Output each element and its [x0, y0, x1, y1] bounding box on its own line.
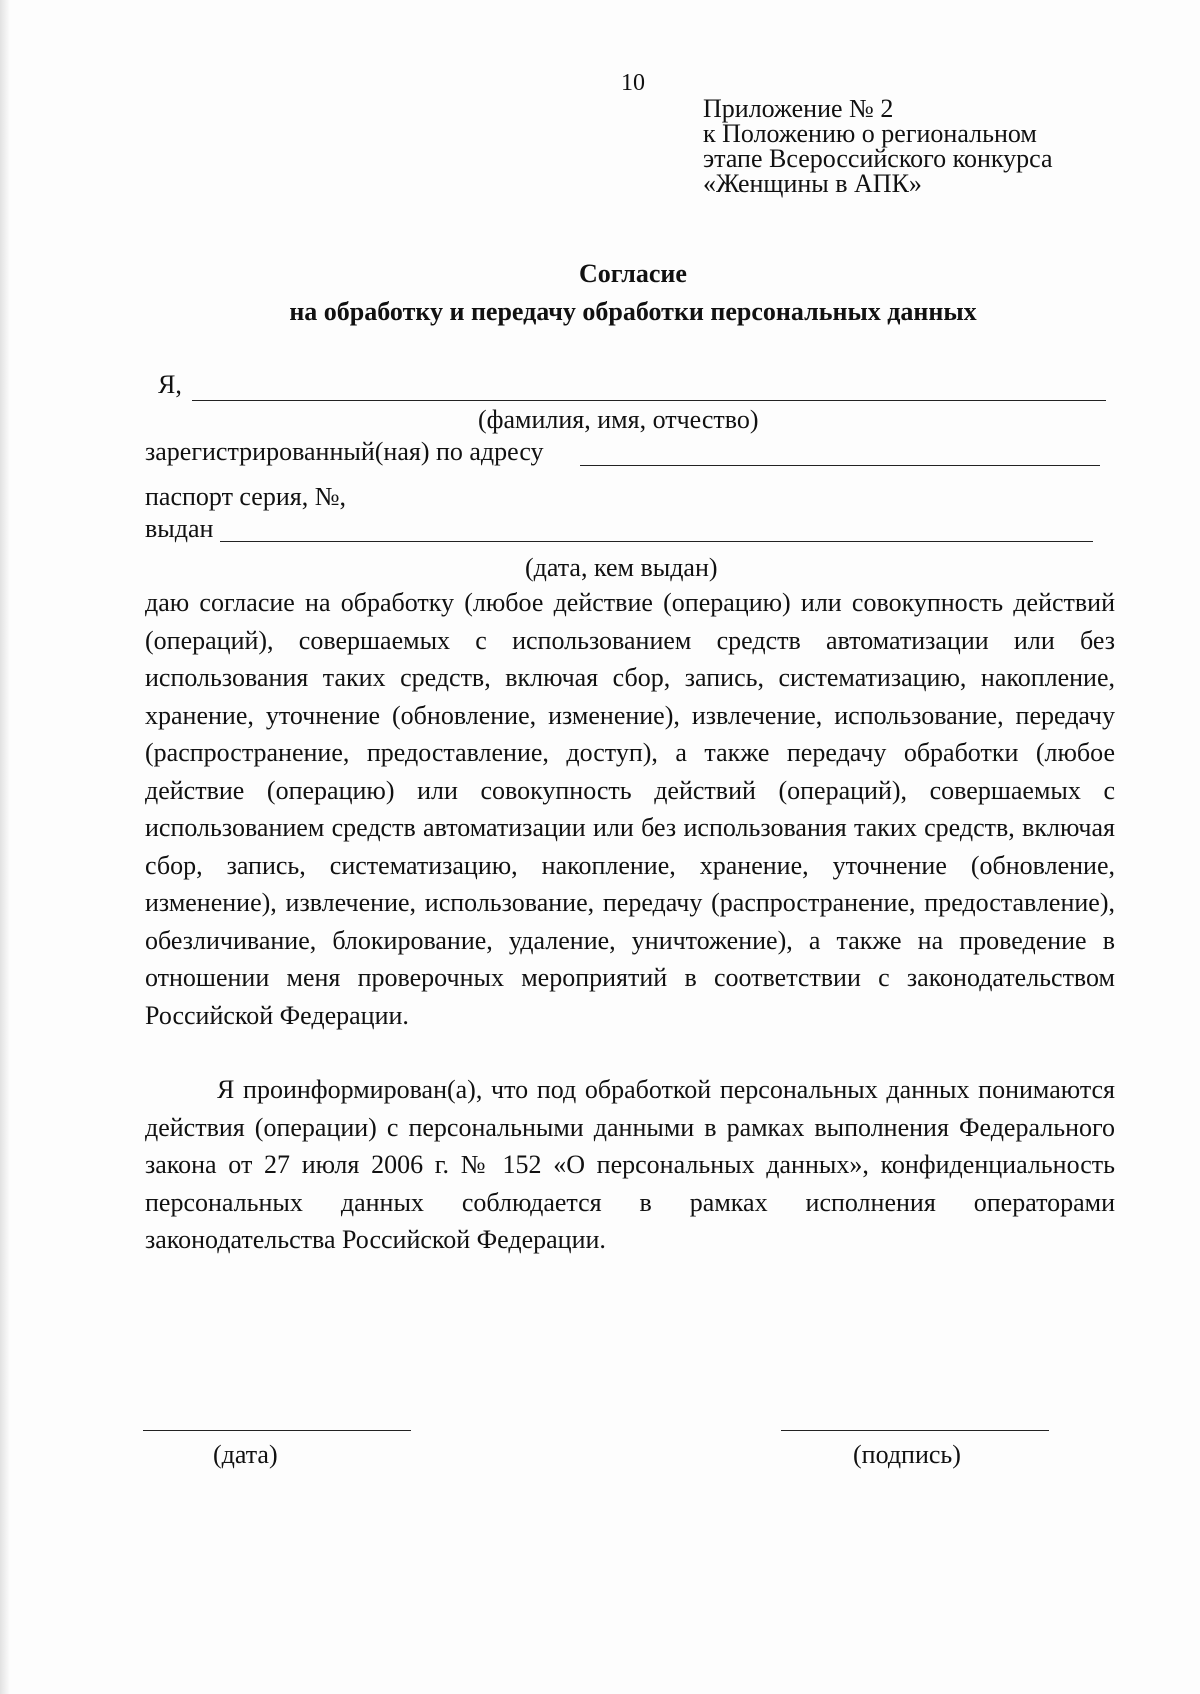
document-subtitle: на обработку и передачу обработки персональных данных: [289, 297, 977, 326]
information-paragraph: Я проинформирован(а), что под обработкой персональных данных понимаются действия (операции) с персональными данными в рамках выполнения Федерального закона от 27 июля 2006 г. № 152 «О персональных данных», конфиденциальность персональных данных соблюдается в рамках исполнения операторами законодательства Российской Федерации.: [145, 1075, 1115, 1254]
issued-label: выдан: [145, 514, 214, 543]
address-field-line[interactable]: [580, 465, 1100, 466]
appendix-line-4: «Женщины в АПК»: [703, 169, 922, 198]
i-label: Я,: [158, 370, 182, 399]
name-caption: (фамилия, имя, отчество): [478, 405, 759, 434]
issued-caption: (дата, кем выдан): [525, 553, 718, 582]
name-field-line[interactable]: [192, 400, 1106, 401]
issued-field-line[interactable]: [220, 541, 1093, 542]
appendix-line-1: Приложение № 2: [703, 94, 894, 123]
address-label: зарегистрированный(ная) по адресу: [145, 437, 544, 466]
date-signature-line[interactable]: [143, 1430, 411, 1431]
date-caption: (дата): [213, 1440, 278, 1469]
consent-paragraph: даю согласие на обработку (любое действие (операцию) или совокупность действий (операций), совершаемых с использованием средств автоматизации или без использования таких средств, включая сбор, запись, систематизацию, накопление, хранение, уточнение (обновление, изменение), извлечение, использование, передачу (распространение, предоставление, доступ), а также передачу обработки (любое действие (операцию) или совокупность действий (операций), совершаемых с использованием средств автоматизации или без использования таких средств, включая сбор, запись, систематизацию, накопление, хранение, уточнение (обновление, изменение), извлечение, использование, передачу (распространение, предоставление), обезличивание, блокирование, удаление, уничтожение), а также на проведение в отношении меня проверочных мероприятий в соответствии с законодательством Российской Федерации.: [145, 588, 1115, 1030]
signature-caption: (подпись): [853, 1440, 961, 1469]
page-number: 10: [621, 70, 645, 96]
signature-line[interactable]: [781, 1430, 1049, 1431]
scan-edge-shadow: [0, 0, 10, 1694]
appendix-line-3: этапе Всероссийского конкурса: [703, 144, 1053, 173]
appendix-line-2: к Положению о региональном: [703, 119, 1037, 148]
document-title: Согласие: [579, 259, 687, 288]
passport-label: паспорт серия, №,: [145, 482, 347, 511]
appendix-header: [703, 96, 1053, 196]
